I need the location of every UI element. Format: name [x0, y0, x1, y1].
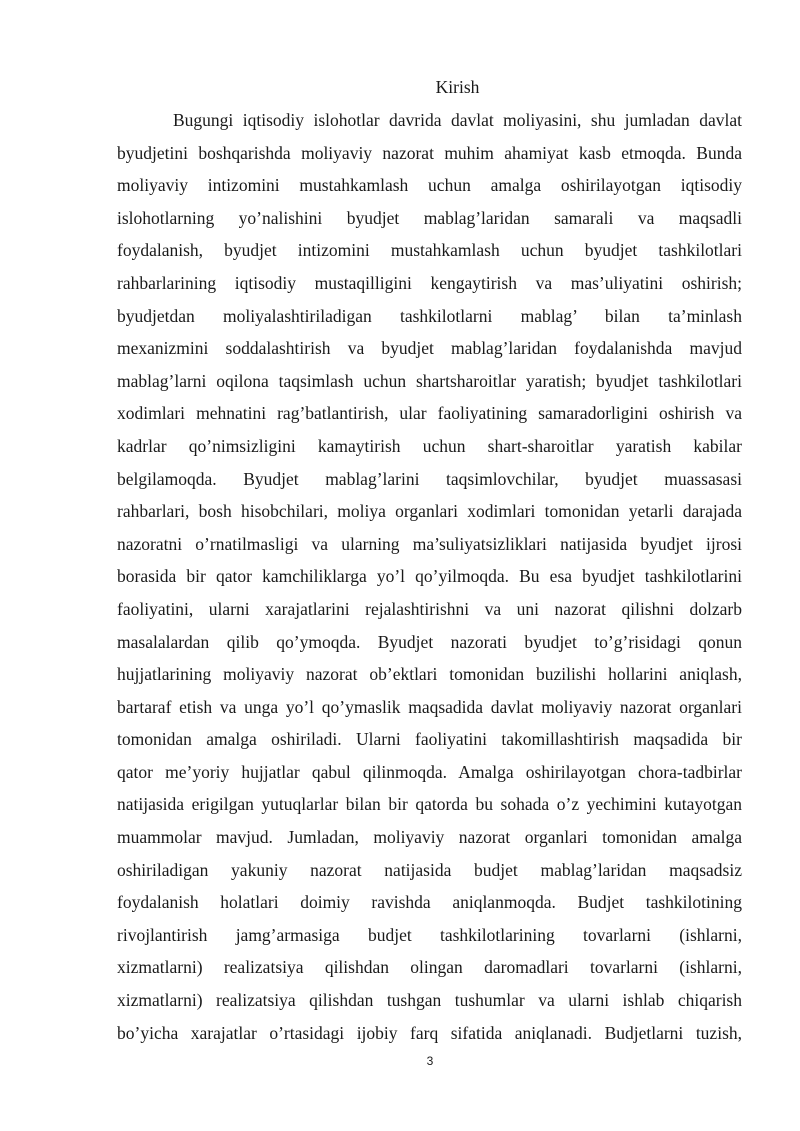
text-line: xizmatlarni) realizatsiya qilishdan tushgan tushumlar va ularni ishlab chiqarish — [117, 990, 742, 1011]
text-line: xizmatlarni) realizatsiya qilishdan olingan daromadlari tovarlarni (ishlarni, — [117, 957, 742, 978]
text-line: rivojlantirish jamg’armasiga budjet tashkilotlarining tovarlarni (ishlarni, — [117, 924, 742, 945]
text-line: bartaraf etish va unga yo’l qo’ymaslik maqsadida davlat moliyaviy nazorat organlari — [117, 696, 742, 717]
text-line: faoliyatini, ularni xarajatlarini rejalashtirishni va uni nazorat qilishni dolzarb — [117, 598, 742, 619]
text-line: byudjetini boshqarishda moliyaviy nazorat muhim ahamiyat kasb etmoqda. Bunda — [117, 142, 742, 163]
text-line: nazoratni o’rnatilmasligi va ularning ma’suliyatsizliklari natijasida byudjet ijrosi — [117, 533, 742, 554]
text-line: oshiriladigan yakuniy nazorat natijasida budjet mablag’laridan maqsadsiz — [117, 859, 742, 880]
page-number: 3 — [426, 1054, 434, 1068]
text-line: islohotlarning yo’nalishini byudjet mablag’laridan samarali va maqsadli — [117, 207, 742, 228]
text-line: natijasida erigilgan yutuqlarlar bilan bir qatorda bu sohada o’z yechimini kutayotgan — [117, 794, 742, 815]
text-line: byudjetdan moliyalashtiriladigan tashkilotlarni mablag’ bilan ta’minlash — [117, 305, 742, 326]
text-line: foydalanish holatlari doimiy ravishda aniqlanmoqda. Budjet tashkilotining — [117, 892, 742, 913]
text-line: xodimlari mehnatini rag’batlantirish, ular faoliyatining samaradorligini oshirish va — [117, 403, 742, 424]
text-line: mexanizmini soddalashtirish va byudjet mablag’laridan foydalanishda mavjud — [117, 338, 742, 359]
text-line: muammolar mavjud. Jumladan, moliyaviy nazorat organlari tomonidan amalga — [117, 827, 742, 848]
text-line: Bugungi iqtisodiy islohotlar davrida davlat moliyasini, shu jumladan davlat — [173, 110, 742, 130]
text-line: belgilamoqda. Byudjet mablag’larini taqsimlovchilar, byudjet muassasasi — [117, 468, 742, 489]
text-line: tomonidan amalga oshiriladi. Ularni faoliyatini takomillashtirish maqsadida bir — [117, 729, 742, 750]
text-line: foydalanish, byudjet intizomini mustahkamlash uchun byudjet tashkilotlari — [117, 240, 742, 261]
text-line: kadrlar qo’nimsizligini kamaytirish uchun shart-sharoitlar yaratish kabilar — [117, 435, 742, 456]
text-line: rahbarlarining iqtisodiy mustaqilligini kengaytirish va mas’uliyatini oshirish; — [117, 272, 742, 293]
text-line: bo’yicha xarajatlar o’rtasidagi ijobiy farq sifatida aniqlanadi. Budjetlarni tuzish, — [117, 1022, 742, 1043]
text-line: mablag’larni oqilona taqsimlash uchun shartsharoitlar yaratish; byudjet tashkilotlari — [117, 370, 742, 391]
page-title: Kirish — [435, 77, 480, 97]
text-line: borasida bir qator kamchiliklarga yo’l qo’yilmoqda. Bu esa byudjet tashkilotlarini — [117, 566, 742, 587]
text-line: moliyaviy intizomini mustahkamlash uchun amalga oshirilayotgan iqtisodiy — [117, 175, 742, 196]
text-line: qator me’yoriy hujjatlar qabul qilinmoqda. Amalga oshirilayotgan chora-tadbirlar — [117, 761, 742, 782]
text-line: hujjatlarining moliyaviy nazorat ob’ektlari tomonidan buzilishi hollarini aniqlash, — [117, 664, 742, 685]
body-text — [117, 107, 742, 1052]
text-line: masalalardan qilib qo’ymoqda. Byudjet nazorati byudjet to’g’risidagi qonun — [117, 631, 742, 652]
text-line: rahbarlari, bosh hisobchilari, moliya organlari xodimlari tomonidan yetarli darajada — [117, 501, 742, 522]
